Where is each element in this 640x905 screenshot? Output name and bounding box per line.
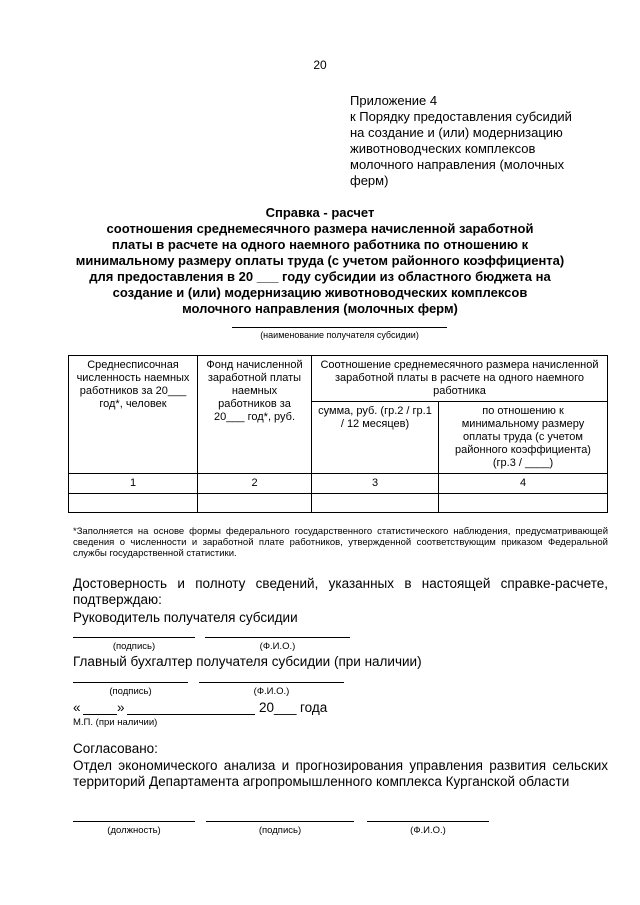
appendix-line: к Порядку предоставления субсидий <box>350 109 572 124</box>
fio-caption: (Ф.И.О.) <box>259 641 296 652</box>
column-number: 3 <box>312 474 439 494</box>
approver-signature-line[interactable] <box>206 821 354 822</box>
recipient-name-line[interactable] <box>232 327 447 328</box>
document-title <box>40 205 600 317</box>
header-payroll-fund: Фонд начисленной заработной платы наемных работников за 20___ год*, руб. <box>198 356 312 474</box>
data-cell[interactable] <box>439 494 608 513</box>
column-number: 4 <box>439 474 608 494</box>
department-name: Отдел экономического анализа и прогнозирования управления развития сельских территорий Департамента агропромышленного комплекса Курганской области <box>73 758 608 789</box>
title-line: платы в расчете на одного наемного работника по отношению к <box>111 237 529 252</box>
calculation-table <box>68 355 608 513</box>
date-month-line[interactable] <box>127 714 255 715</box>
title-heading: Справка - расчет <box>265 205 375 220</box>
header-sum: сумма, руб. (гр.2 / гр.1 / 12 месяцев) <box>312 402 439 474</box>
title-line: минимальному размеру оплаты труда (с учетом районного коэффициента) <box>75 253 565 268</box>
column-number: 1 <box>69 474 198 494</box>
data-cell[interactable] <box>69 494 198 513</box>
date-open-quote: « <box>73 700 81 715</box>
date-year-word: года <box>300 700 328 715</box>
column-number: 2 <box>198 474 312 494</box>
fio-caption: (Ф.И.О.) <box>253 686 290 697</box>
recipient-caption: (наименование получателя субсидии) <box>260 330 419 340</box>
head-label: Руководитель получателя субсидии <box>73 610 298 625</box>
title-line: соотношения среднемесячного размера начисленной заработной <box>106 221 534 236</box>
title-line: молочного направления (молочных ферм) <box>182 301 458 316</box>
appendix-line: животноводческих комплексов <box>350 141 536 156</box>
footnote: *Заполняется на основе формы федерального государственного статистического наблюдения, предусматривающей сведения о численности и заработной плате работников, утвержденной соответствующим приказом Федеральной службы государственной статистики. <box>73 526 608 559</box>
date-year-prefix: 20___ <box>259 700 297 715</box>
signature-caption: (подпись) <box>258 825 302 836</box>
fio-caption: (Ф.И.О.) <box>410 825 446 836</box>
header-ratio-mrot: по отношению к минимальному размеру оплаты труда (с учетом районного коэффициента) (гр.3 / ____) <box>439 402 608 474</box>
header-ratio-group: Соотношение среднемесячного размера начисленной заработной платы в расчете на одного наемного работника <box>312 356 608 402</box>
signature-caption: (подпись) <box>112 641 156 652</box>
approved-label: Согласовано: <box>73 741 158 756</box>
appendix-line: Приложение 4 <box>350 93 438 108</box>
column-number-row <box>69 474 608 494</box>
date-day-line[interactable] <box>83 714 117 715</box>
confirmation-text: Достоверность и полноту сведений, указанных в настоящей справке-расчете, подтверждаю: <box>73 576 608 607</box>
approver-position-line[interactable] <box>73 821 195 822</box>
appendix-line: ферм) <box>350 173 389 188</box>
appendix-line: на создание и (или) модернизацию <box>350 125 563 140</box>
header-employees: Среднесписочная численность наемных работников за 20___ год*, человек <box>69 356 198 474</box>
data-cell[interactable] <box>312 494 439 513</box>
data-cell[interactable] <box>198 494 312 513</box>
stamp-label: М.П. (при наличии) <box>73 717 158 728</box>
head-fio-line[interactable] <box>205 637 350 638</box>
accountant-fio-line[interactable] <box>199 682 344 683</box>
approver-fio-line[interactable] <box>367 821 489 822</box>
appendix-header <box>350 93 610 189</box>
page-number: 20 <box>313 58 327 72</box>
head-signature-line[interactable] <box>73 637 195 638</box>
appendix-line: молочного направления (молочных <box>350 157 565 172</box>
title-line: для предоставления в 20 ___ году субсидии из областного бюджета на <box>89 269 551 284</box>
position-caption: (должность) <box>107 825 161 836</box>
accountant-signature-line[interactable] <box>73 682 188 683</box>
signature-caption: (подпись) <box>109 686 152 697</box>
title-line: создание и (или) модернизацию животноводческих комплексов <box>112 285 528 300</box>
date-close-quote: » <box>117 700 125 715</box>
accountant-label: Главный бухгалтер получателя субсидии (при наличии) <box>73 654 422 669</box>
data-row <box>69 494 608 513</box>
